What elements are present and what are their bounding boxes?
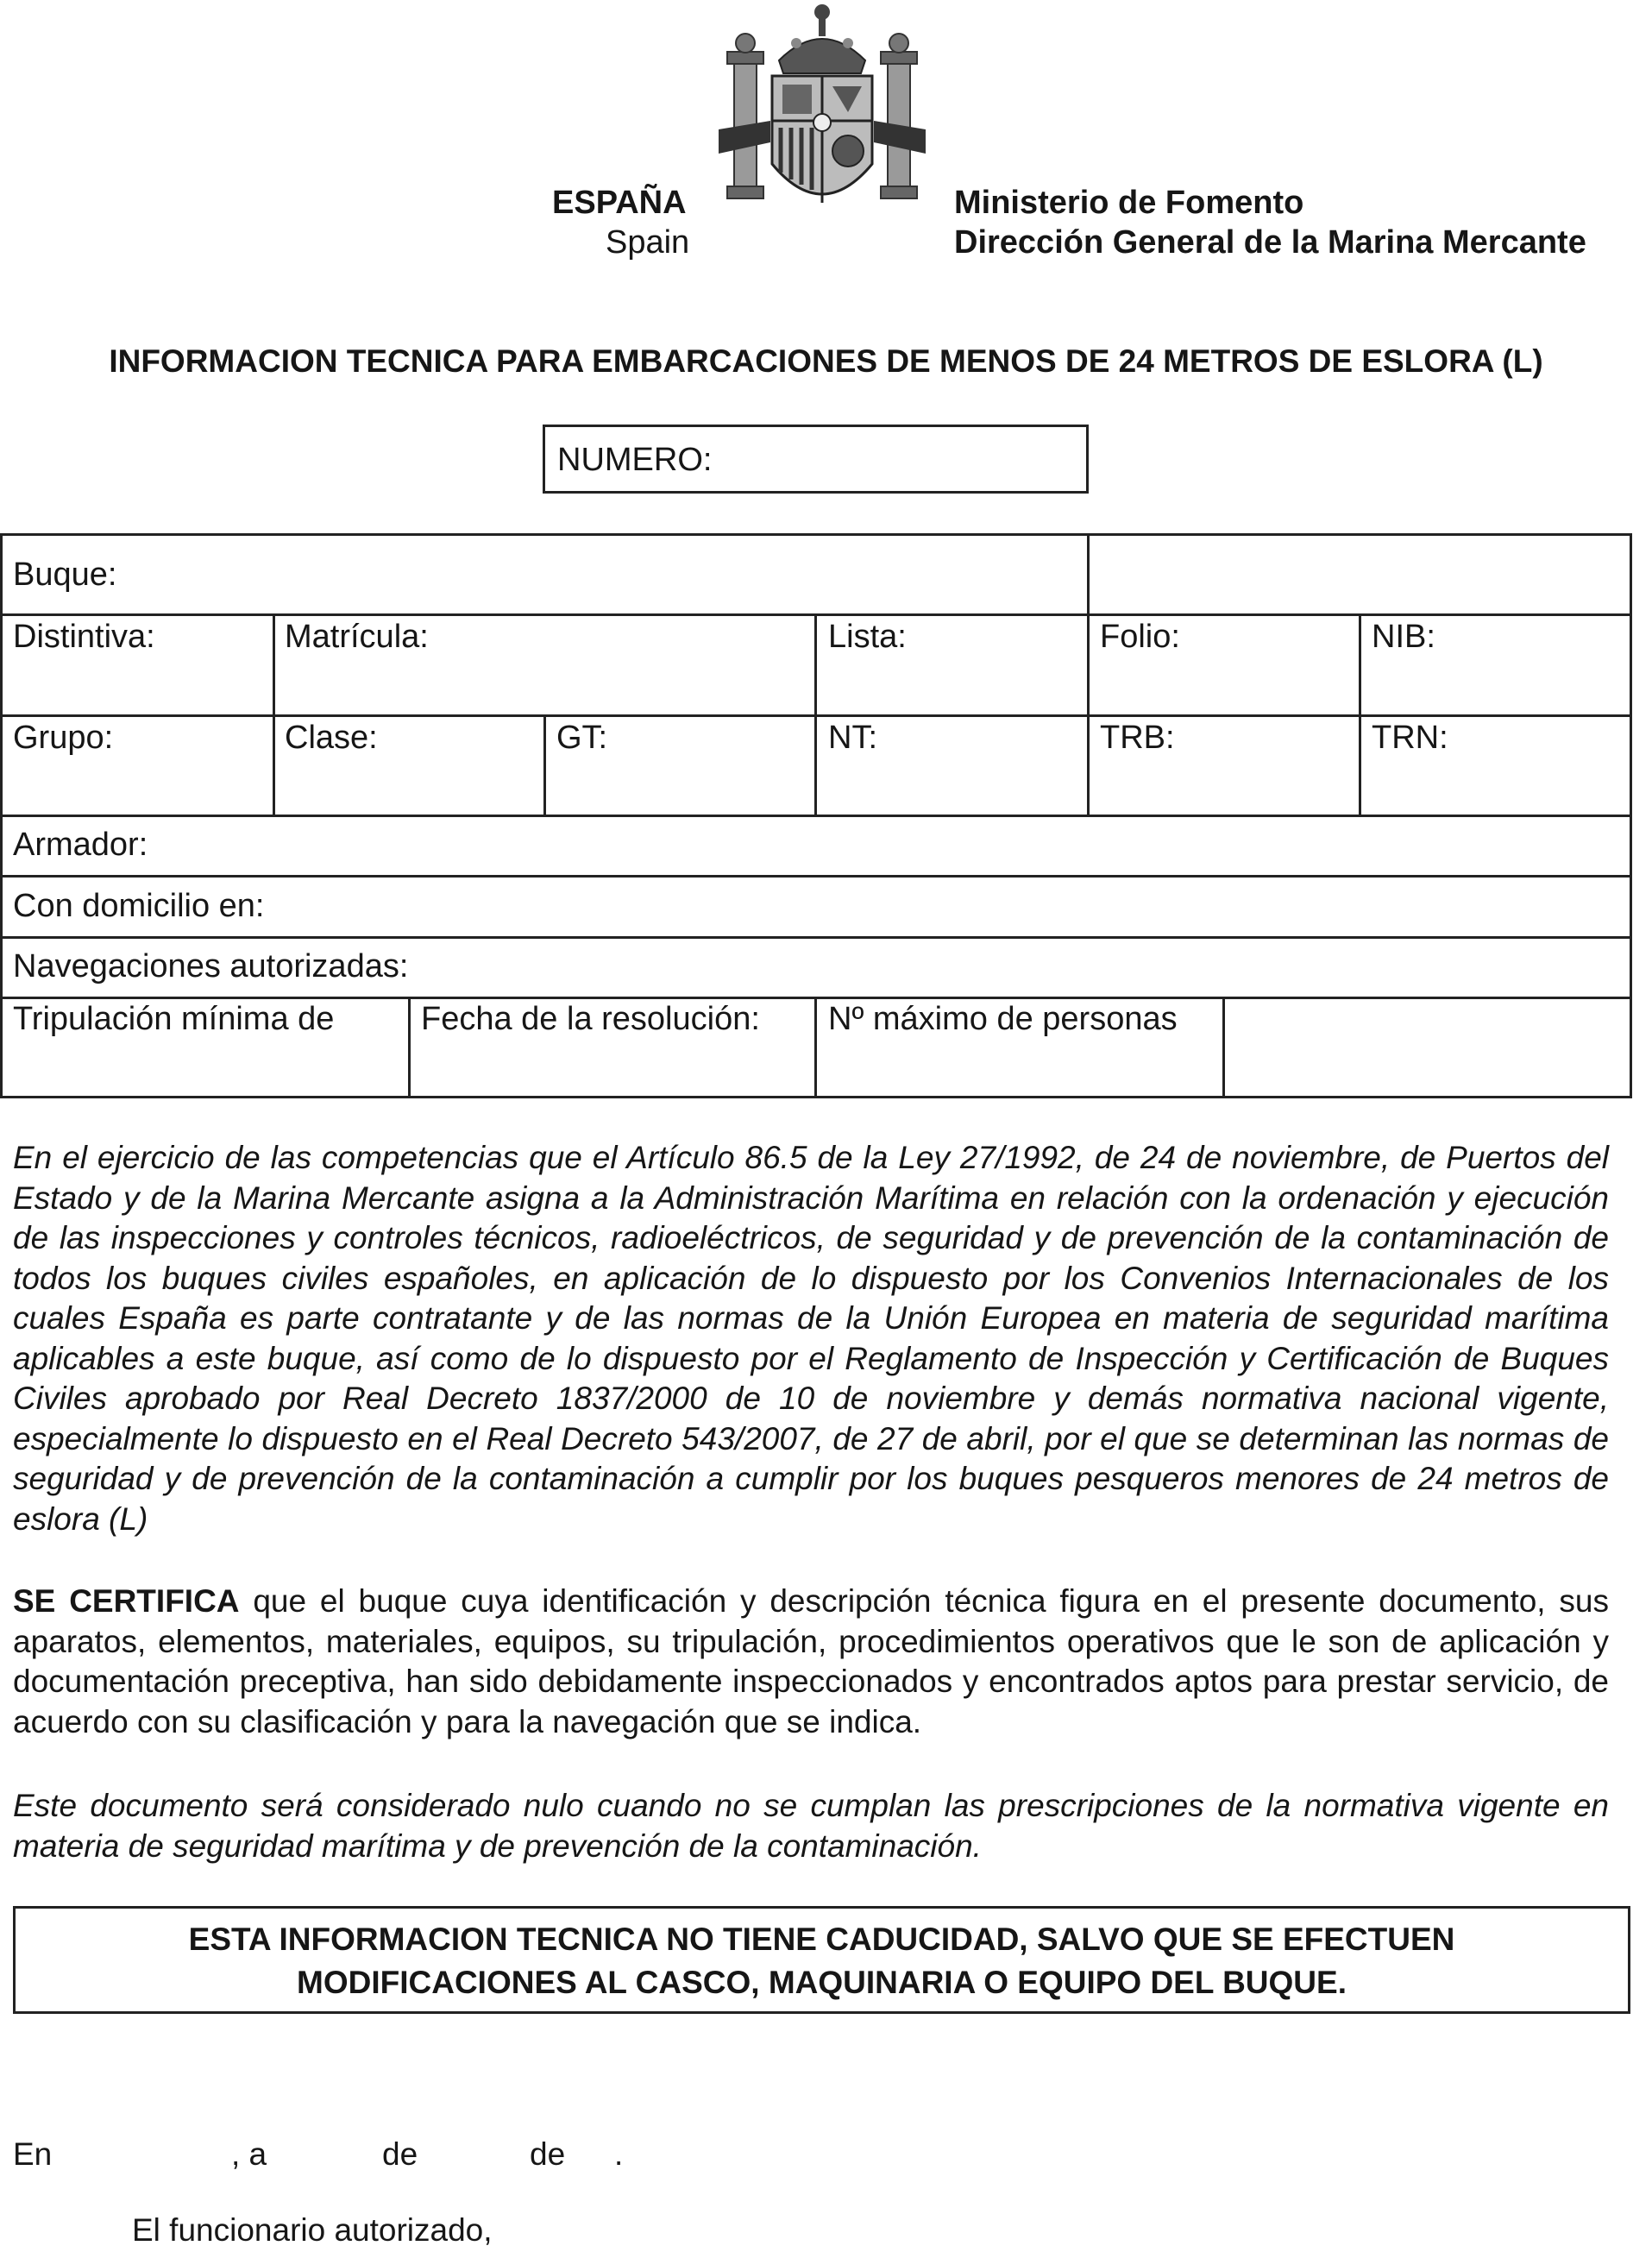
country-name: ESPAÑA [552,185,687,221]
coat-of-arms-icon [719,0,926,216]
domicilio-label: Con domicilio en: [13,888,265,924]
nib-label: NIB: [1372,619,1435,655]
place-label: En [13,2136,53,2172]
document-title: INFORMACION TECNICA PARA EMBARCACIONES DE MENOS DE 24 METROS DE ESLORA (L) [109,343,1543,379]
month-separator: de [382,2136,418,2172]
official-signature-label: El funcionario autorizado, [132,2212,493,2248]
numero-label: NUMERO: [557,442,713,478]
year-separator: de [530,2136,566,2172]
legal-basis-paragraph: En el ejercicio de las competencias que el Artículo 86.5 de la Ley 27/1992, de 24 de noviembre, de Puertos del Estado y de la Marina Mercante asigna a la Administración Marítima en relación con la ordenación y ejecución de las inspecciones y controles técnicos, radioeléctricos, de seguridad y de prevención de la contaminación de todos los buques civiles españoles, en aplicación de lo dispuesto por los Convenios Internacionales de los cuales España es parte contratante y de las normas de la Unión Europea en materia de seguridad marítima aplicables a este buque, así como de lo dispuesto por el Reglamento de Inspección y Certificación de Buques Civiles aprobado por Real Decreto 1837/2000 de 10 de noviembre y demás normativa nacional vigente, especialmente lo dispuesto en el Real Decreto 543/2007, de 27 de abril, por el que se determinan las normas de seguridad y de prevención de la contaminación a cumplir por los buques pesqueros menores de 24 metros de eslora (L) [13,1140,1609,1537]
lista-label: Lista: [828,619,907,655]
tripulacion-label: Tripulación mínima de [13,1001,335,1037]
certification-paragraph [13,1582,1609,1742]
trb-label: TRB: [1100,720,1175,756]
grupo-label: Grupo: [13,720,114,756]
certifica-lead: SE CERTIFICA [13,1583,240,1619]
ministry-name: Ministerio de Fomento [954,185,1304,221]
notice-line-2: MODIFICACIONES AL CASCO, MAQUINARIA O EQUIPO DEL BUQUE. [297,1965,1347,2000]
trn-label: TRN: [1372,720,1448,756]
certification-text: que el buque cuya identificación y descripción técnica figura en el presente documento, sus aparatos, elementos, materiales, equipos, su tripulación, procedimientos operativos que le son de aplicación y documentación preceptiva, han sido debidamente inspeccionados y encontrados aptos para prestar servicio, de acuerdo con su clasificación y para la navegación que se indica. [13,1583,1609,1739]
navegaciones-label: Navegaciones autorizadas: [13,948,409,984]
folio-label: Folio: [1100,619,1180,655]
date-end-dot: . [614,2136,624,2172]
numero-field[interactable] [543,425,1089,494]
clase-label: Clase: [285,720,378,756]
max-personas-label: Nº máximo de personas [828,1001,1178,1037]
armador-label: Armador: [13,827,148,863]
fecha-resolucion-label: Fecha de la resolución: [421,1001,760,1037]
directorate-name: Dirección General de la Marina Mercante [954,224,1586,261]
no-expiry-notice [13,1906,1630,2014]
nt-label: NT: [828,720,877,756]
country-name-english: Spain [606,224,690,261]
day-separator: , a [231,2136,267,2172]
matricula-label: Matrícula: [285,619,429,655]
buque-label: Buque: [13,557,117,593]
gt-label: GT: [556,720,608,756]
validity-paragraph: Este documento será considerado nulo cuando no se cumplan las prescripciones de la normativa vigente en materia de seguridad marítima y de prevención de la contaminación. [13,1788,1609,1864]
notice-line-1: ESTA INFORMACION TECNICA NO TIENE CADUCIDAD, SALVO QUE SE EFECTUEN [188,1922,1455,1957]
distintiva-label: Distintiva: [13,619,155,655]
